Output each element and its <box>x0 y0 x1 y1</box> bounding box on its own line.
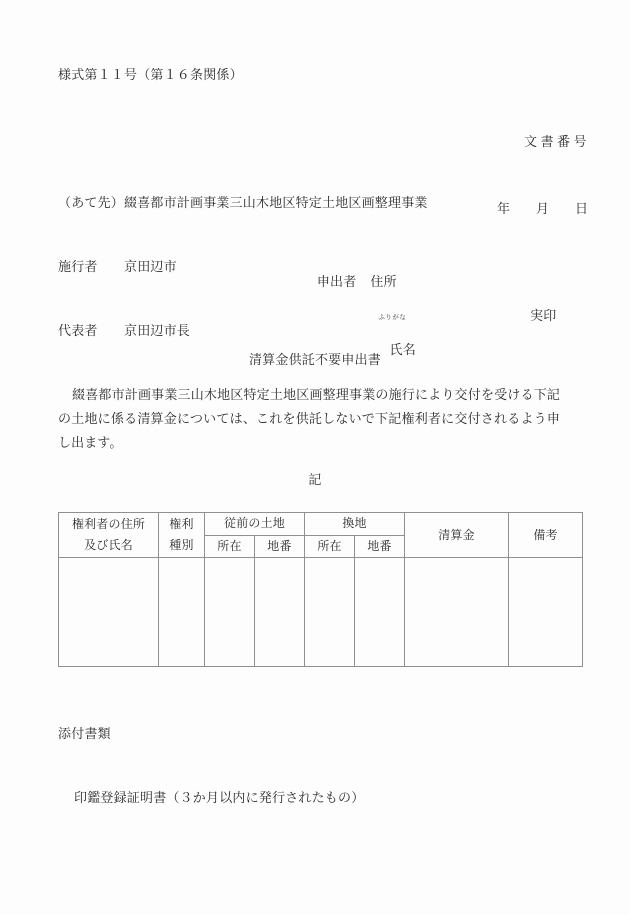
applicant-label: 申出者 <box>316 274 357 289</box>
cell-replacement-location[interactable] <box>305 558 355 667</box>
table-header <box>59 513 583 558</box>
body-paragraph: 綴喜都市計画事業三山木地区特定土地区画整理事業の施行により交付を受ける下記の土地に係る清算金については、これを供託しないで下記権利者に交付されるよう申し出ます。 <box>58 387 560 450</box>
document-number-label: 文書番号 <box>523 134 590 149</box>
date-line: 年 月 日 <box>496 201 588 216</box>
document-number-block <box>497 89 590 261</box>
cell-settlement-amount[interactable] <box>405 558 509 667</box>
header-rights-kind-line1: 権利 <box>169 517 194 531</box>
attachments-block <box>58 681 364 851</box>
cell-rights-kind[interactable] <box>159 558 205 667</box>
cell-former-lot[interactable] <box>255 558 305 667</box>
header-replacement-land: 換地 <box>305 513 405 536</box>
header-rights-kind <box>159 513 205 558</box>
header-rights-holder-line2: 及び氏名 <box>84 538 133 552</box>
furigana-label: ふりがな <box>378 314 407 321</box>
applicant-address-label: 住所 <box>370 274 397 289</box>
table-row <box>59 558 583 667</box>
applicant-name-label: 氏名 <box>389 342 416 357</box>
header-remarks: 備考 <box>509 513 583 558</box>
table-header-row-1 <box>59 513 583 536</box>
header-former-location: 所在 <box>205 535 255 558</box>
addressee-implementer: 施行者 京田辺市 <box>58 259 177 274</box>
header-rights-holder <box>59 513 159 558</box>
seal-label: 実印 <box>530 308 557 323</box>
header-replacement-lot: 地番 <box>355 535 405 558</box>
addressee-to-line: （あて先）綴喜都市計画事業三山木地区特定土地区画整理事業 <box>58 195 428 210</box>
header-former-land: 従前の土地 <box>205 513 305 536</box>
cell-former-location[interactable] <box>205 558 255 667</box>
cell-remarks[interactable] <box>509 558 583 667</box>
addressee-representative: 代表者 京田辺市長 <box>58 323 191 338</box>
page-title: 清算金供託不要申出書 <box>248 352 381 367</box>
header-former-lot: 地番 <box>255 535 305 558</box>
cell-replacement-lot[interactable] <box>355 558 405 667</box>
form-number: 様式第１１号（第１６条関係） <box>58 67 243 82</box>
header-rights-holder-line1: 権利者の住所 <box>71 517 146 531</box>
cell-rights-holder[interactable] <box>59 558 159 667</box>
attachments-title: 添付書類 <box>58 726 111 741</box>
header-settlement-amount: 清算金 <box>405 513 509 558</box>
header-rights-kind-line2: 種別 <box>169 538 194 552</box>
rights-holders-table <box>58 512 583 667</box>
ki-marker: 記 <box>308 472 322 487</box>
header-replacement-location: 所在 <box>305 535 355 558</box>
attachments-item: 印鑑登録証明書（３か月以内に発行されたもの） <box>74 790 365 805</box>
table-body <box>59 558 583 667</box>
